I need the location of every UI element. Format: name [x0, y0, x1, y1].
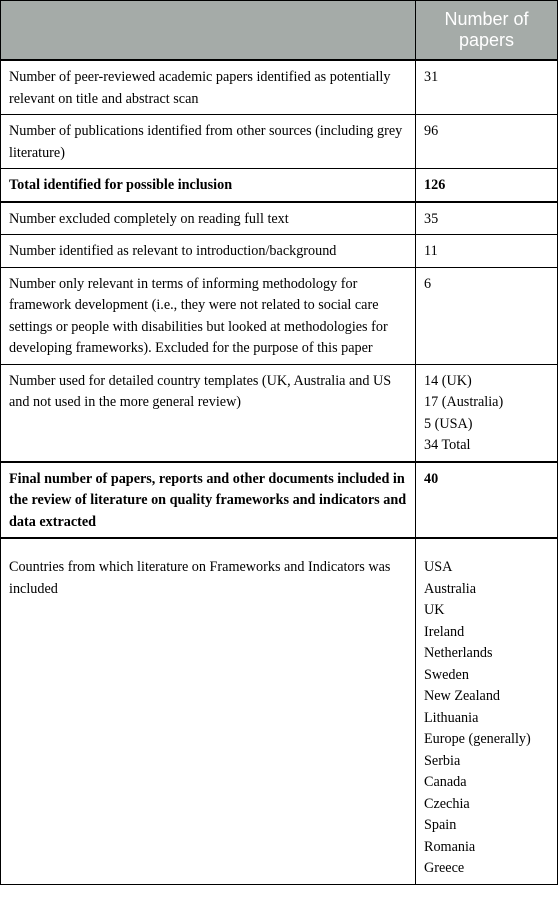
value-line: 6 [424, 275, 432, 292]
row-value [416, 60, 558, 115]
country-item: Czechia [424, 795, 470, 812]
row-value [416, 364, 558, 462]
value-line: 31 [424, 69, 439, 85]
row-value [416, 538, 558, 884]
row-value [416, 202, 558, 235]
value-line: 126 [424, 177, 446, 193]
row-label: Countries from which literature on Frameworks and Indicators was included [1, 538, 416, 884]
table-row-final [1, 462, 558, 539]
row-label: Total identified for possible inclusion [1, 169, 416, 202]
country-item: Spain [424, 817, 457, 833]
header-cell-blank [1, 1, 416, 61]
country-item: Netherlands [424, 645, 493, 661]
country-item: New Zealand [424, 688, 501, 704]
row-label: Number only relevant in terms of informing methodology for framework development (i.e., they were not related to social care settings or people with disabilities but looked at methodologies for developing frameworks). Excluded for the purpose of this paper [1, 267, 416, 364]
country-item: Lithuania [424, 709, 479, 726]
table-row [1, 60, 558, 115]
row-label: Final number of papers, reports and other documents included in the review of literature on quality frameworks and indicators and data extracted [1, 462, 416, 539]
row-value [416, 267, 558, 364]
header-row [1, 1, 558, 61]
table-row [1, 364, 558, 462]
table-row [1, 267, 558, 364]
country-item: Greece [424, 860, 465, 876]
value-line: 17 (Australia) [424, 394, 504, 410]
country-item: Serbia [424, 752, 461, 769]
value-line: 35 [424, 210, 439, 227]
header-number-of-papers: Number of papers [416, 1, 558, 61]
country-item: Australia [424, 580, 477, 597]
row-value [416, 462, 558, 539]
table-row [1, 115, 558, 169]
country-item: Canada [424, 774, 467, 790]
value-line: 11 [424, 243, 438, 259]
table-row [1, 202, 558, 235]
value-line: 96 [424, 123, 439, 139]
row-label: Number identified as relevant to introduction/background [1, 235, 416, 268]
row-label: Number excluded completely on reading full text [1, 202, 416, 235]
country-item: Ireland [424, 623, 465, 640]
table-row [1, 235, 558, 268]
country-item: UK [424, 602, 445, 618]
country-item: USA [424, 559, 453, 575]
country-item: Sweden [424, 666, 469, 683]
value-line: 34 Total [424, 437, 471, 453]
value-line: 5 (USA) [424, 415, 473, 432]
table-row-countries [1, 538, 558, 884]
row-value [416, 115, 558, 169]
country-item: Romania [424, 838, 476, 855]
country-item: Europe (generally) [424, 731, 531, 747]
row-label: Number of publications identified from other sources (including grey literature) [1, 115, 416, 169]
value-line: 40 [424, 470, 439, 487]
row-value [416, 169, 558, 202]
row-value [416, 235, 558, 268]
row-label: Number of peer-reviewed academic papers identified as potentially relevant on title and abstract scan [1, 60, 416, 115]
row-label: Number used for detailed country templates (UK, Australia and US and not used in the more general review) [1, 364, 416, 462]
value-line: 14 (UK) [424, 372, 472, 389]
table-row-total [1, 169, 558, 202]
